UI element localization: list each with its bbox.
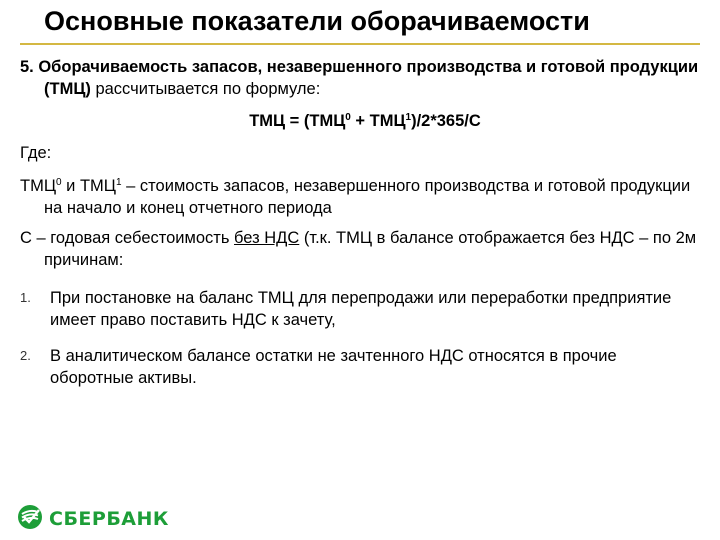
sberbank-logo (17, 506, 169, 532)
slide-title: Основные показатели оборачиваемости (44, 6, 590, 36)
slide-body (20, 50, 700, 389)
formula-part-3: )/2*365/С (411, 112, 481, 130)
c-def-underlined: без НДС (234, 229, 300, 247)
tmc-def-sup-a: 0 (56, 177, 62, 188)
reason-text: При постановке на баланс ТМЦ для перепродажи или переработки предприятие имеет право поставить НДС к зачету, (50, 289, 672, 329)
reason-text: В аналитическом балансе остатки не зачтенного НДС относятся в прочие оборотные активы. (50, 347, 617, 387)
formula-part-2: + ТМЦ (350, 112, 406, 130)
formula-sup-1: 0 (345, 112, 351, 123)
tmc-def-c: – стоимость запасов, незавершенного производства и готовой продукции на начало и конец отчетного периода (44, 177, 691, 217)
c-def-before: С – годовая себестоимость (20, 229, 235, 247)
title-underline (20, 43, 700, 45)
sberbank-logo-icon (17, 504, 43, 535)
formula (20, 110, 700, 132)
formula-sup-2: 1 (405, 112, 412, 123)
formula-part-1: ТМЦ = (ТМЦ (249, 112, 346, 130)
item-5-paragraph (20, 56, 700, 100)
reason-list-item (20, 345, 700, 389)
item-5-lead: 5. Оборачиваемость запасов, незавершенного производства и готовой продукции (ТМЦ) (20, 58, 699, 98)
tmc-def-sup-b: 1 (116, 177, 122, 188)
tmc-def-b: и ТМЦ (61, 177, 117, 195)
tmc-definition (20, 175, 700, 219)
reason-number: 1. (20, 290, 31, 305)
reason-list-item (20, 287, 700, 331)
where-label: Где: (20, 144, 52, 162)
c-def-after: (т.к. ТМЦ в балансе отображается без НДС – по 2м причинам: (44, 229, 697, 269)
sberbank-logo-text: СБЕРБАНК (49, 508, 169, 530)
c-definition (20, 227, 700, 271)
item-5-rest: рассчитывается по формуле: (90, 80, 321, 98)
tmc-def-a: ТМЦ (20, 177, 57, 195)
reason-number: 2. (20, 348, 31, 363)
